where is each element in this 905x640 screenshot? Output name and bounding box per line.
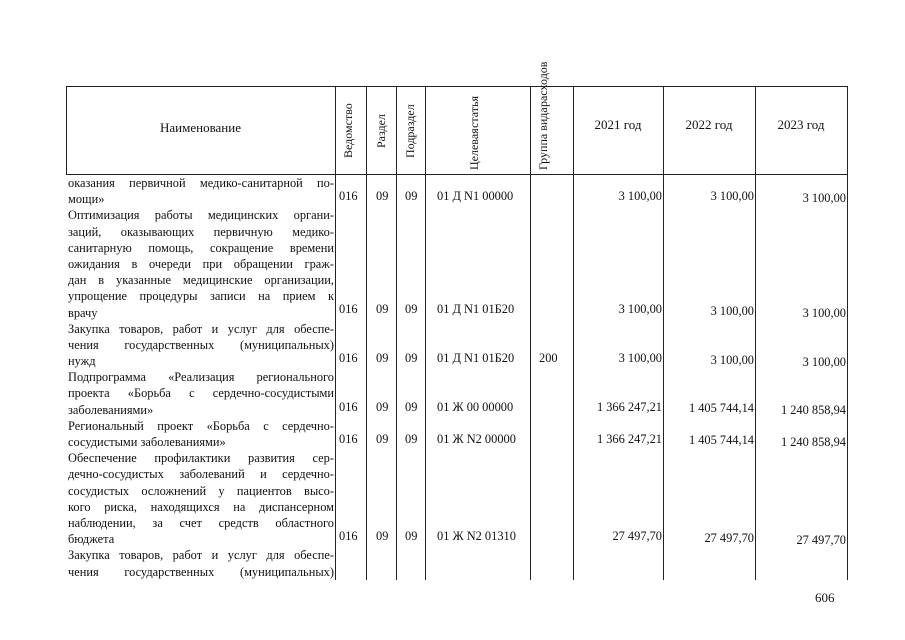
row-subsection: 09	[405, 302, 418, 316]
row-amount-2021: 1 366 247,21	[596, 400, 662, 414]
name-line: проекта «Борьба с сердечно-сосудистыми	[68, 386, 334, 401]
row-section: 09	[376, 351, 389, 365]
row-amount-2022: 1 405 744,14	[688, 433, 754, 447]
name-line: ожидания в очереди при обращении граж-	[68, 256, 334, 271]
row-department: 016	[339, 529, 358, 543]
row-expense-group: 200	[539, 351, 558, 365]
row-target-article: 01 Д N1 01Б20	[437, 302, 515, 316]
col-divider-target	[530, 86, 531, 580]
row-target-article: 01 Ж 00 00000	[437, 400, 514, 414]
row-target-article: 01 Ж N2 01310	[437, 529, 516, 543]
row-target-article: 01 Д N1 01Б20	[437, 351, 515, 365]
row-amount-2022: 3 100,00	[710, 353, 754, 367]
name-line: чения государственных (муниципальных)	[68, 564, 334, 579]
name-line: врачу	[68, 305, 98, 320]
row-amount-2022: 1 405 744,14	[688, 401, 754, 415]
header-target-article-line1: Целевая	[467, 128, 481, 170]
header-year-2021: 2021 год	[594, 117, 642, 132]
row-target-article: 01 Д N1 00000	[437, 189, 514, 203]
row-subsection: 09	[405, 351, 418, 365]
col-divider-2021	[663, 86, 664, 580]
header-target-article-line2: статья	[467, 96, 481, 129]
table-top-border	[66, 86, 848, 87]
row-amount-2022: 3 100,00	[710, 304, 754, 318]
name-line: оказания первичной медико-санитарной по-	[68, 176, 334, 190]
col-divider-name	[335, 86, 336, 580]
col-divider-subsection	[425, 86, 426, 580]
row-amount-2023: 27 497,70	[796, 533, 846, 547]
name-line: дан в указанные медицинские организации,	[68, 273, 334, 288]
row-target-article: 01 Ж N2 00000	[437, 432, 516, 446]
header-subsection: Подраздел	[403, 104, 417, 158]
name-line: Закупка товаров, работ и услуг для обеспе-	[68, 548, 334, 563]
page-number: 606	[815, 590, 835, 605]
row-department: 016	[339, 432, 358, 446]
header-year-2023: 2023 год	[777, 117, 825, 132]
header-expense-group-line2: расходов	[536, 61, 550, 108]
name-line: упрощение процедуры записи на прием к	[68, 289, 334, 304]
name-line: сосудистыми заболеваниями»	[68, 435, 226, 449]
header-year-2022: 2022 год	[685, 117, 733, 132]
row-department: 016	[339, 189, 358, 203]
header-section: Раздел	[374, 114, 388, 148]
name-line: сосудистых осложнений у пациентов высо-	[68, 483, 334, 498]
header-expense-group-line1: Группа вида	[536, 107, 550, 170]
row-amount-2022: 3 100,00	[710, 189, 754, 203]
row-section: 09	[376, 189, 389, 203]
name-line: мощи»	[68, 192, 105, 207]
header-target-article	[468, 92, 481, 170]
name-line: Региональный проект «Борьба с сердечно-	[68, 418, 334, 433]
name-line: чения государственных (муниципальных)	[68, 337, 334, 352]
name-line: Обеспечение профилактики развития сер-	[68, 451, 334, 466]
names-column	[68, 175, 334, 580]
name-line: бюджета	[68, 532, 115, 547]
col-divider-section	[396, 86, 397, 580]
row-section: 09	[376, 432, 389, 446]
row-department: 016	[339, 302, 358, 316]
name-line: Закупка товаров, работ и услуг для обеспе-	[68, 321, 334, 336]
row-amount-2023: 1 240 858,94	[780, 435, 846, 449]
name-line: Оптимизация работы медицинских органи-	[68, 208, 334, 223]
name-line: Подпрограмма «Реализация регионального	[68, 370, 334, 385]
row-amount-2021: 3 100,00	[618, 351, 662, 365]
row-amount-2023: 3 100,00	[802, 355, 846, 369]
row-section: 09	[376, 529, 389, 543]
row-department: 016	[339, 400, 358, 414]
name-line: санитарную помощь, сокращение времени	[68, 240, 334, 255]
name-line: кого риска, находящихся на диспансерном	[68, 499, 334, 514]
row-amount-2021: 3 100,00	[618, 189, 662, 203]
name-line: заций, оказывающих первичную медико-	[68, 224, 334, 239]
name-line: наблюдении, за счет средств областного	[68, 515, 334, 530]
row-amount-2023: 1 240 858,94	[780, 403, 846, 417]
row-department: 016	[339, 351, 358, 365]
row-section: 09	[376, 302, 389, 316]
name-line: нужд	[68, 354, 96, 369]
header-name: Наименование	[160, 120, 241, 135]
row-section: 09	[376, 400, 389, 414]
row-subsection: 09	[405, 432, 418, 446]
row-amount-2021: 1 366 247,21	[596, 432, 662, 446]
col-divider-group	[573, 86, 574, 580]
col-divider-department	[366, 86, 367, 580]
row-amount-2023: 3 100,00	[802, 306, 846, 320]
header-expense-group	[536, 61, 550, 170]
name-line: заболеваниями»	[68, 402, 154, 417]
name-line: дечно-сосудистых заболеваний и сердечно-	[68, 467, 334, 482]
header-department: Ведомство	[341, 103, 355, 159]
row-subsection: 09	[405, 189, 418, 203]
row-amount-2023: 3 100,00	[802, 191, 846, 205]
row-amount-2022: 27 497,70	[704, 531, 754, 545]
table-right-border	[847, 86, 848, 580]
row-amount-2021: 3 100,00	[618, 302, 662, 316]
row-amount-2021: 27 497,70	[612, 529, 662, 543]
row-subsection: 09	[405, 400, 418, 414]
col-divider-2022	[755, 86, 756, 580]
row-subsection: 09	[405, 529, 418, 543]
